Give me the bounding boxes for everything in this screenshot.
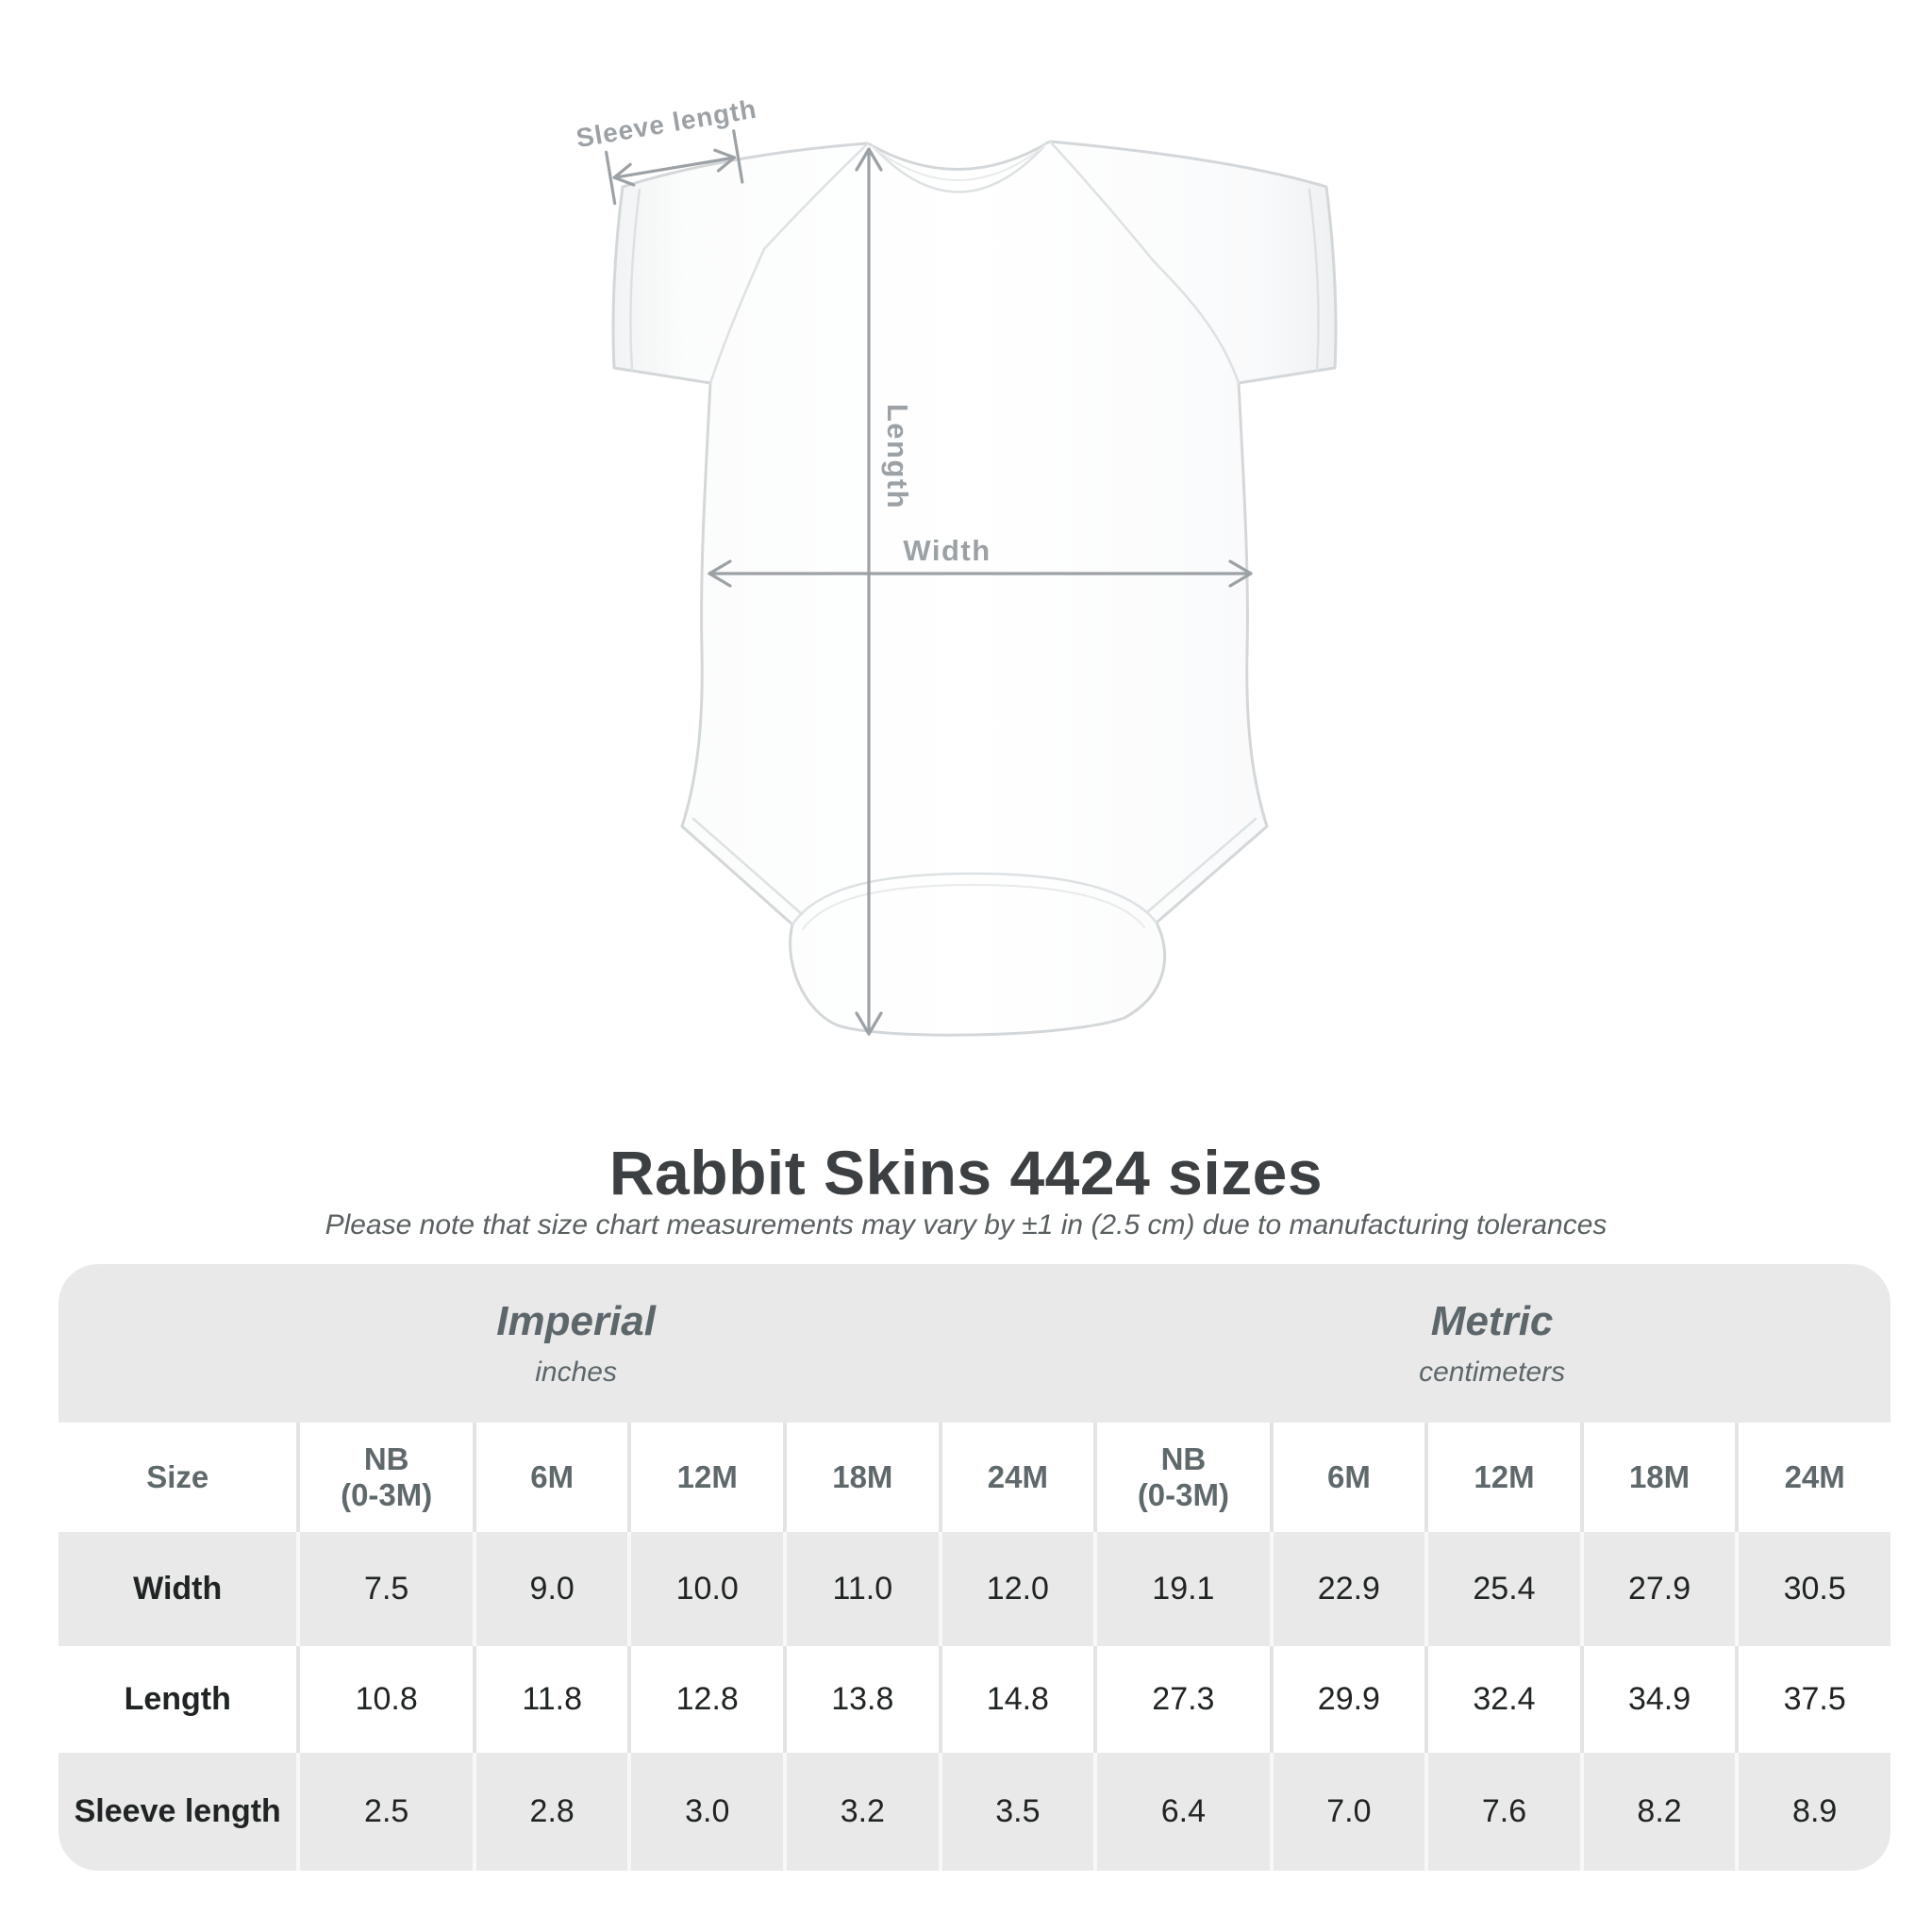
table-cell: 32.4 — [1424, 1646, 1580, 1753]
length-label: Length — [881, 403, 914, 510]
size-table — [58, 1264, 1890, 1871]
section-label: Imperial — [496, 1298, 656, 1345]
table-cell: 30.5 — [1735, 1532, 1890, 1646]
table-cell: 11.8 — [473, 1646, 628, 1753]
table-cell: 27.9 — [1580, 1532, 1736, 1646]
table-cell: 12.0 — [939, 1532, 1094, 1646]
row-label: Length — [58, 1646, 296, 1753]
column-header: NB (0-3M) — [1093, 1423, 1269, 1532]
width-label: Width — [903, 534, 991, 567]
table-cell: 37.5 — [1735, 1646, 1890, 1753]
table-cell: 14.8 — [939, 1646, 1094, 1753]
column-header: 12M — [1424, 1423, 1580, 1532]
column-header-row — [58, 1423, 1890, 1532]
table-cell: 10.0 — [627, 1532, 783, 1646]
table-row — [58, 1532, 1890, 1646]
column-header: 18M — [783, 1423, 939, 1532]
row-label: Width — [58, 1532, 296, 1646]
table-cell: 3.5 — [939, 1753, 1094, 1871]
size-table-grid — [58, 1264, 1890, 1871]
table-cell: 7.0 — [1270, 1753, 1425, 1871]
table-cell: 34.9 — [1580, 1646, 1736, 1753]
table-cell: 3.2 — [783, 1753, 939, 1871]
table-cell: 12.8 — [627, 1646, 783, 1753]
table-cell: 19.1 — [1093, 1532, 1269, 1646]
column-header: 24M — [1735, 1423, 1890, 1532]
row-label: Sleeve length — [58, 1753, 296, 1871]
section-header-imperial — [58, 1264, 1093, 1423]
table-cell: 3.0 — [627, 1753, 783, 1871]
table-cell: 8.9 — [1735, 1753, 1890, 1871]
table-row — [58, 1753, 1890, 1871]
table-cell: 11.0 — [783, 1532, 939, 1646]
table-row — [58, 1646, 1890, 1753]
table-cell: 9.0 — [473, 1532, 628, 1646]
column-header: NB (0-3M) — [296, 1423, 472, 1532]
table-cell: 6.4 — [1093, 1753, 1269, 1871]
section-unit: inches — [535, 1356, 617, 1388]
column-header: 24M — [939, 1423, 1094, 1532]
section-header-metric — [1093, 1264, 1890, 1423]
page-subtitle: Please note that size chart measurements may vary by ±1 in (2.5 cm) due to manufacturing tolerances — [325, 1209, 1607, 1241]
table-cell: 7.6 — [1424, 1753, 1580, 1871]
table-cell: 10.8 — [296, 1646, 472, 1753]
table-cell: 29.9 — [1270, 1646, 1425, 1753]
page-title: Rabbit Skins 4424 sizes — [608, 1138, 1324, 1208]
section-unit: centimeters — [1419, 1356, 1566, 1388]
table-cell: 22.9 — [1270, 1532, 1425, 1646]
column-header: 18M — [1580, 1423, 1736, 1532]
sleeve-length-label: Sleeve length — [574, 93, 759, 154]
table-cell: 13.8 — [783, 1646, 939, 1753]
column-header: 6M — [1270, 1423, 1425, 1532]
table-cell: 25.4 — [1424, 1532, 1580, 1646]
size-column-header: Size — [58, 1423, 296, 1532]
table-cell: 8.2 — [1580, 1753, 1736, 1871]
column-header: 6M — [473, 1423, 628, 1532]
table-cell: 27.3 — [1093, 1646, 1269, 1753]
column-header: 12M — [627, 1423, 783, 1532]
section-label: Metric — [1430, 1298, 1554, 1345]
unit-section-row — [58, 1264, 1890, 1423]
table-cell: 2.5 — [296, 1753, 472, 1871]
onesie-outline — [613, 142, 1336, 1035]
table-cell: 2.8 — [473, 1753, 628, 1871]
table-cell: 7.5 — [296, 1532, 472, 1646]
